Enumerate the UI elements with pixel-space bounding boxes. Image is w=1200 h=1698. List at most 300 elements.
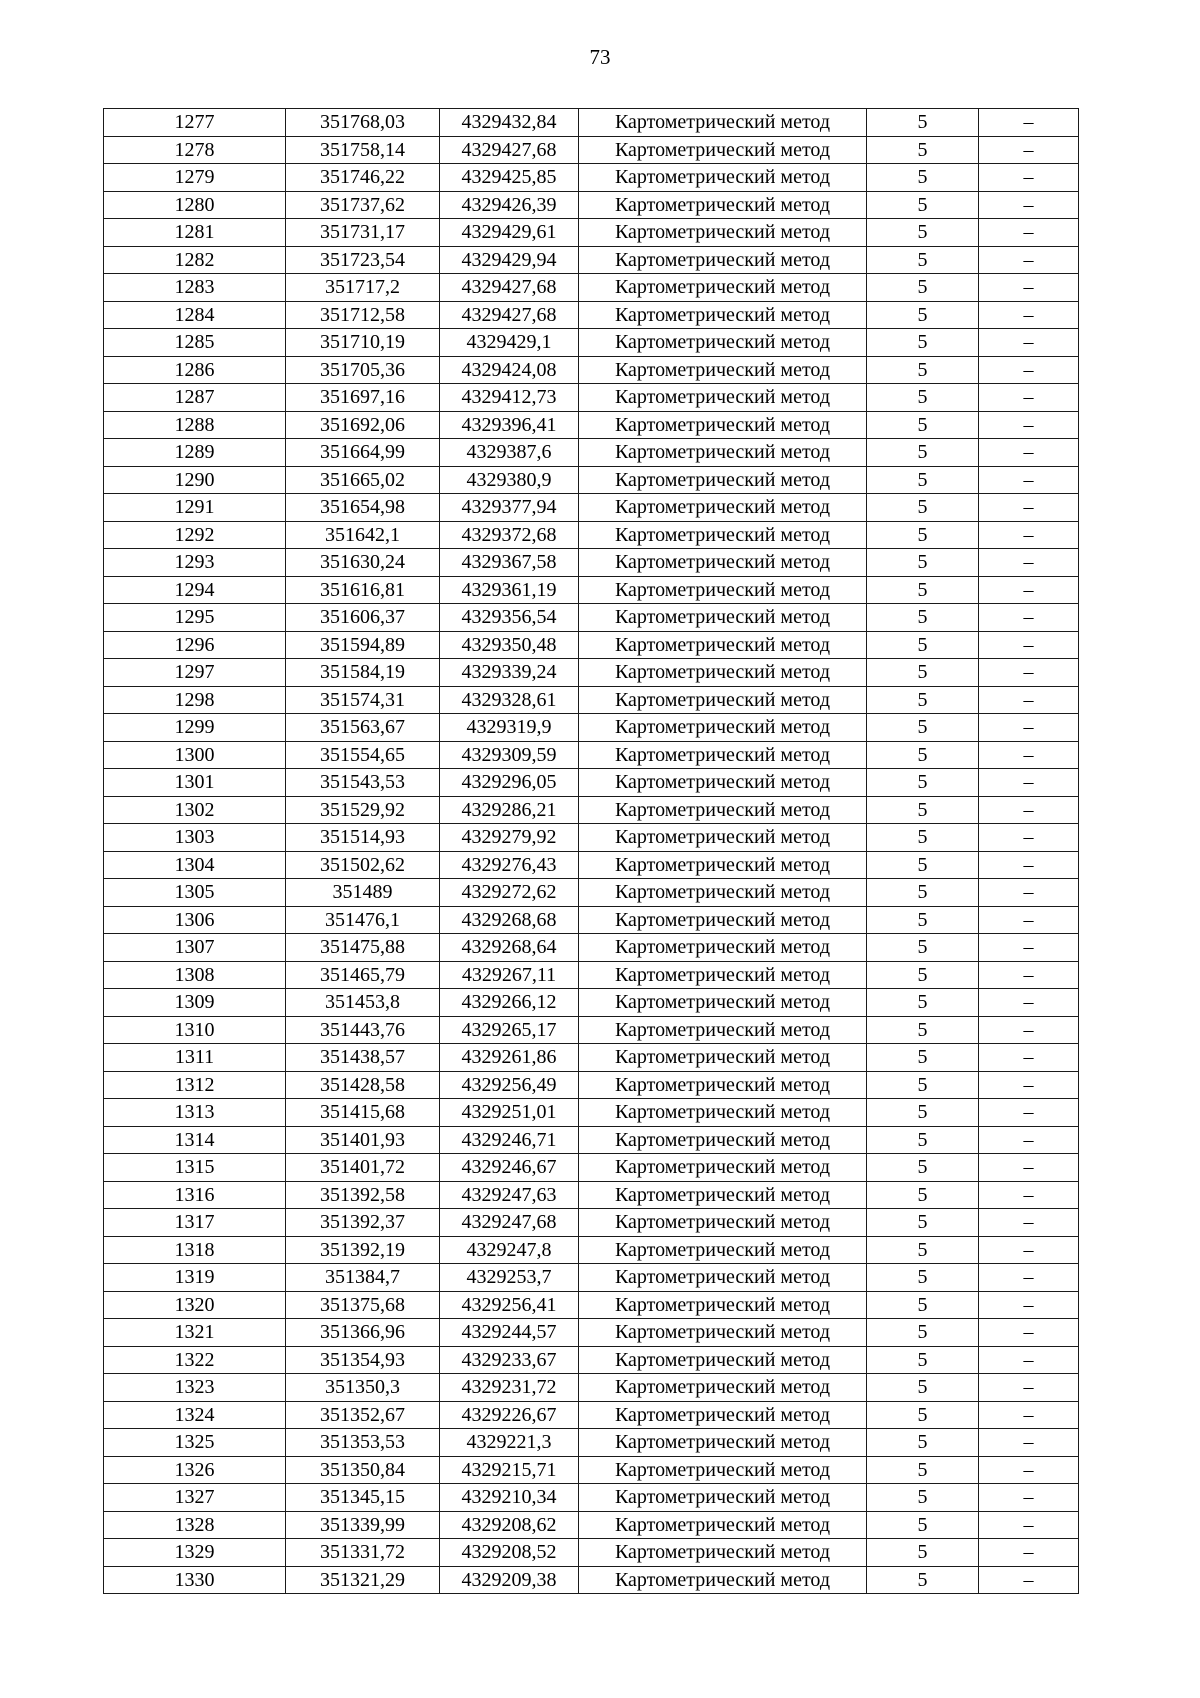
- point-number-cell: 1328: [104, 1511, 286, 1539]
- y-coordinate-cell: 4329279,92: [440, 824, 579, 852]
- y-coordinate-cell: 4329309,59: [440, 741, 579, 769]
- description-cell: –: [979, 1154, 1079, 1182]
- description-cell: –: [979, 191, 1079, 219]
- x-coordinate-cell: 351350,3: [286, 1374, 440, 1402]
- x-coordinate-cell: 351758,14: [286, 136, 440, 164]
- y-coordinate-cell: 4329261,86: [440, 1044, 579, 1072]
- x-coordinate-cell: 351737,62: [286, 191, 440, 219]
- point-number-cell: 1308: [104, 961, 286, 989]
- y-coordinate-cell: 4329210,34: [440, 1484, 579, 1512]
- table-row: [104, 411, 1079, 439]
- y-coordinate-cell: 4329372,68: [440, 521, 579, 549]
- x-coordinate-cell: 351616,81: [286, 576, 440, 604]
- x-coordinate-cell: 351415,68: [286, 1099, 440, 1127]
- accuracy-cell: 5: [867, 191, 979, 219]
- accuracy-cell: 5: [867, 659, 979, 687]
- point-number-cell: 1313: [104, 1099, 286, 1127]
- method-cell: Картометрический метод: [579, 1539, 867, 1567]
- y-coordinate-cell: 4329377,94: [440, 494, 579, 522]
- point-number-cell: 1284: [104, 301, 286, 329]
- y-coordinate-cell: 4329247,63: [440, 1181, 579, 1209]
- method-cell: Картометрический метод: [579, 1429, 867, 1457]
- table-row: [104, 1016, 1079, 1044]
- page-number: 73: [589, 45, 611, 69]
- x-coordinate-cell: 351664,99: [286, 439, 440, 467]
- accuracy-cell: 5: [867, 109, 979, 137]
- description-cell: –: [979, 1566, 1079, 1594]
- x-coordinate-cell: 351345,15: [286, 1484, 440, 1512]
- x-coordinate-cell: 351606,37: [286, 604, 440, 632]
- y-coordinate-cell: 4329253,7: [440, 1264, 579, 1292]
- x-coordinate-cell: 351665,02: [286, 466, 440, 494]
- method-cell: Картометрический метод: [579, 851, 867, 879]
- accuracy-cell: 5: [867, 1291, 979, 1319]
- x-coordinate-cell: 351428,58: [286, 1071, 440, 1099]
- point-number-cell: 1317: [104, 1209, 286, 1237]
- x-coordinate-cell: 351489: [286, 879, 440, 907]
- method-cell: Картометрический метод: [579, 356, 867, 384]
- description-cell: –: [979, 741, 1079, 769]
- table-row: [104, 1346, 1079, 1374]
- table-row: [104, 1511, 1079, 1539]
- table-row: [104, 906, 1079, 934]
- description-cell: –: [979, 576, 1079, 604]
- method-cell: Картометрический метод: [579, 466, 867, 494]
- y-coordinate-cell: 4329209,38: [440, 1566, 579, 1594]
- y-coordinate-cell: 4329246,67: [440, 1154, 579, 1182]
- table-row: [104, 1484, 1079, 1512]
- method-cell: Картометрический метод: [579, 1209, 867, 1237]
- point-number-cell: 1327: [104, 1484, 286, 1512]
- x-coordinate-cell: 351543,53: [286, 769, 440, 797]
- method-cell: Картометрический метод: [579, 439, 867, 467]
- point-number-cell: 1293: [104, 549, 286, 577]
- x-coordinate-cell: 351574,31: [286, 686, 440, 714]
- x-coordinate-cell: 351476,1: [286, 906, 440, 934]
- y-coordinate-cell: 4329272,62: [440, 879, 579, 907]
- x-coordinate-cell: 351384,7: [286, 1264, 440, 1292]
- y-coordinate-cell: 4329427,68: [440, 136, 579, 164]
- description-cell: –: [979, 1401, 1079, 1429]
- method-cell: Картометрический метод: [579, 796, 867, 824]
- y-coordinate-cell: 4329256,41: [440, 1291, 579, 1319]
- point-number-cell: 1291: [104, 494, 286, 522]
- point-number-cell: 1300: [104, 741, 286, 769]
- y-coordinate-cell: 4329396,41: [440, 411, 579, 439]
- description-cell: –: [979, 686, 1079, 714]
- y-coordinate-cell: 4329429,94: [440, 246, 579, 274]
- accuracy-cell: 5: [867, 301, 979, 329]
- point-number-cell: 1292: [104, 521, 286, 549]
- x-coordinate-cell: 351401,93: [286, 1126, 440, 1154]
- description-cell: –: [979, 934, 1079, 962]
- y-coordinate-cell: 4329247,8: [440, 1236, 579, 1264]
- y-coordinate-cell: 4329429,61: [440, 219, 579, 247]
- method-cell: Картометрический метод: [579, 1126, 867, 1154]
- accuracy-cell: 5: [867, 1236, 979, 1264]
- accuracy-cell: 5: [867, 989, 979, 1017]
- y-coordinate-cell: 4329432,84: [440, 109, 579, 137]
- method-cell: Картометрический метод: [579, 301, 867, 329]
- description-cell: –: [979, 164, 1079, 192]
- accuracy-cell: 5: [867, 934, 979, 962]
- accuracy-cell: 5: [867, 1071, 979, 1099]
- y-coordinate-cell: 4329244,57: [440, 1319, 579, 1347]
- method-cell: Картометрический метод: [579, 1511, 867, 1539]
- method-cell: Картометрический метод: [579, 1401, 867, 1429]
- y-coordinate-cell: 4329265,17: [440, 1016, 579, 1044]
- method-cell: Картометрический метод: [579, 1181, 867, 1209]
- description-cell: –: [979, 1099, 1079, 1127]
- point-number-cell: 1294: [104, 576, 286, 604]
- y-coordinate-cell: 4329256,49: [440, 1071, 579, 1099]
- x-coordinate-cell: 351502,62: [286, 851, 440, 879]
- table-row: [104, 549, 1079, 577]
- table-row: [104, 1291, 1079, 1319]
- description-cell: –: [979, 1429, 1079, 1457]
- y-coordinate-cell: 4329268,64: [440, 934, 579, 962]
- table-row: [104, 1566, 1079, 1594]
- method-cell: Картометрический метод: [579, 769, 867, 797]
- accuracy-cell: 5: [867, 1429, 979, 1457]
- x-coordinate-cell: 351465,79: [286, 961, 440, 989]
- y-coordinate-cell: 4329426,39: [440, 191, 579, 219]
- accuracy-cell: 5: [867, 549, 979, 577]
- y-coordinate-cell: 4329380,9: [440, 466, 579, 494]
- y-coordinate-cell: 4329251,01: [440, 1099, 579, 1127]
- y-coordinate-cell: 4329356,54: [440, 604, 579, 632]
- x-coordinate-cell: 351654,98: [286, 494, 440, 522]
- y-coordinate-cell: 4329319,9: [440, 714, 579, 742]
- point-number-cell: 1326: [104, 1456, 286, 1484]
- x-coordinate-cell: 351554,65: [286, 741, 440, 769]
- method-cell: Картометрический метод: [579, 384, 867, 412]
- accuracy-cell: 5: [867, 1401, 979, 1429]
- method-cell: Картометрический метод: [579, 274, 867, 302]
- description-cell: –: [979, 1016, 1079, 1044]
- description-cell: –: [979, 631, 1079, 659]
- method-cell: Картометрический метод: [579, 1346, 867, 1374]
- description-cell: –: [979, 219, 1079, 247]
- x-coordinate-cell: 351392,58: [286, 1181, 440, 1209]
- accuracy-cell: 5: [867, 1264, 979, 1292]
- x-coordinate-cell: 351692,06: [286, 411, 440, 439]
- x-coordinate-cell: 351475,88: [286, 934, 440, 962]
- description-cell: –: [979, 906, 1079, 934]
- method-cell: Картометрический метод: [579, 1484, 867, 1512]
- method-cell: Картометрический метод: [579, 494, 867, 522]
- y-coordinate-cell: 4329267,11: [440, 961, 579, 989]
- table-row: [104, 686, 1079, 714]
- x-coordinate-cell: 351352,67: [286, 1401, 440, 1429]
- method-cell: Картометрический метод: [579, 521, 867, 549]
- accuracy-cell: 5: [867, 1044, 979, 1072]
- accuracy-cell: 5: [867, 714, 979, 742]
- description-cell: –: [979, 136, 1079, 164]
- point-number-cell: 1330: [104, 1566, 286, 1594]
- method-cell: Картометрический метод: [579, 934, 867, 962]
- point-number-cell: 1324: [104, 1401, 286, 1429]
- accuracy-cell: 5: [867, 1566, 979, 1594]
- table-row: [104, 1319, 1079, 1347]
- table-row: [104, 1154, 1079, 1182]
- table-row: [104, 494, 1079, 522]
- point-number-cell: 1329: [104, 1539, 286, 1567]
- x-coordinate-cell: 351717,2: [286, 274, 440, 302]
- accuracy-cell: 5: [867, 1154, 979, 1182]
- accuracy-cell: 5: [867, 439, 979, 467]
- point-number-cell: 1280: [104, 191, 286, 219]
- table-row: [104, 384, 1079, 412]
- method-cell: Картометрический метод: [579, 1016, 867, 1044]
- x-coordinate-cell: 351443,76: [286, 1016, 440, 1044]
- table-row: [104, 1126, 1079, 1154]
- description-cell: –: [979, 824, 1079, 852]
- table-row: [104, 1456, 1079, 1484]
- accuracy-cell: 5: [867, 384, 979, 412]
- point-number-cell: 1315: [104, 1154, 286, 1182]
- table-row: [104, 219, 1079, 247]
- method-cell: Картометрический метод: [579, 989, 867, 1017]
- point-number-cell: 1286: [104, 356, 286, 384]
- y-coordinate-cell: 4329208,52: [440, 1539, 579, 1567]
- point-number-cell: 1312: [104, 1071, 286, 1099]
- description-cell: –: [979, 769, 1079, 797]
- point-number-cell: 1321: [104, 1319, 286, 1347]
- point-number-cell: 1287: [104, 384, 286, 412]
- description-cell: –: [979, 411, 1079, 439]
- x-coordinate-cell: 351339,99: [286, 1511, 440, 1539]
- method-cell: Картометрический метод: [579, 1099, 867, 1127]
- point-number-cell: 1320: [104, 1291, 286, 1319]
- description-cell: –: [979, 1209, 1079, 1237]
- accuracy-cell: 5: [867, 246, 979, 274]
- table-row: [104, 191, 1079, 219]
- y-coordinate-cell: 4329339,24: [440, 659, 579, 687]
- description-cell: –: [979, 989, 1079, 1017]
- x-coordinate-cell: 351710,19: [286, 329, 440, 357]
- table-row: [104, 109, 1079, 137]
- description-cell: –: [979, 109, 1079, 137]
- description-cell: –: [979, 1236, 1079, 1264]
- description-cell: –: [979, 879, 1079, 907]
- table-row: [104, 136, 1079, 164]
- method-cell: Картометрический метод: [579, 136, 867, 164]
- description-cell: –: [979, 1456, 1079, 1484]
- table-row: [104, 356, 1079, 384]
- x-coordinate-cell: 351514,93: [286, 824, 440, 852]
- x-coordinate-cell: 351392,19: [286, 1236, 440, 1264]
- accuracy-cell: 5: [867, 851, 979, 879]
- x-coordinate-cell: 351705,36: [286, 356, 440, 384]
- method-cell: Картометрический метод: [579, 576, 867, 604]
- x-coordinate-cell: 351642,1: [286, 521, 440, 549]
- table-row: [104, 466, 1079, 494]
- description-cell: –: [979, 439, 1079, 467]
- description-cell: –: [979, 301, 1079, 329]
- point-number-cell: 1301: [104, 769, 286, 797]
- x-coordinate-cell: 351746,22: [286, 164, 440, 192]
- table-row: [104, 1209, 1079, 1237]
- table-row: [104, 1099, 1079, 1127]
- x-coordinate-cell: 351697,16: [286, 384, 440, 412]
- table-row: [104, 164, 1079, 192]
- method-cell: Картометрический метод: [579, 1319, 867, 1347]
- x-coordinate-cell: 351630,24: [286, 549, 440, 577]
- accuracy-cell: 5: [867, 136, 979, 164]
- table-row: [104, 796, 1079, 824]
- table-row: [104, 246, 1079, 274]
- point-number-cell: 1325: [104, 1429, 286, 1457]
- method-cell: Картометрический метод: [579, 164, 867, 192]
- y-coordinate-cell: 4329286,21: [440, 796, 579, 824]
- y-coordinate-cell: 4329231,72: [440, 1374, 579, 1402]
- description-cell: –: [979, 1071, 1079, 1099]
- method-cell: Картометрический метод: [579, 631, 867, 659]
- table-row: [104, 521, 1079, 549]
- point-number-cell: 1281: [104, 219, 286, 247]
- table-row: [104, 1374, 1079, 1402]
- description-cell: –: [979, 1539, 1079, 1567]
- x-coordinate-cell: 351453,8: [286, 989, 440, 1017]
- x-coordinate-cell: 351331,72: [286, 1539, 440, 1567]
- method-cell: Картометрический метод: [579, 109, 867, 137]
- method-cell: Картометрический метод: [579, 191, 867, 219]
- description-cell: –: [979, 329, 1079, 357]
- accuracy-cell: 5: [867, 1319, 979, 1347]
- accuracy-cell: 5: [867, 769, 979, 797]
- accuracy-cell: 5: [867, 411, 979, 439]
- point-number-cell: 1309: [104, 989, 286, 1017]
- y-coordinate-cell: 4329296,05: [440, 769, 579, 797]
- x-coordinate-cell: 351723,54: [286, 246, 440, 274]
- point-number-cell: 1277: [104, 109, 286, 137]
- x-coordinate-cell: 351712,58: [286, 301, 440, 329]
- x-coordinate-cell: 351401,72: [286, 1154, 440, 1182]
- y-coordinate-cell: 4329208,62: [440, 1511, 579, 1539]
- accuracy-cell: 5: [867, 1456, 979, 1484]
- table-row: [104, 329, 1079, 357]
- y-coordinate-cell: 4329247,68: [440, 1209, 579, 1237]
- x-coordinate-cell: 351350,84: [286, 1456, 440, 1484]
- accuracy-cell: 5: [867, 824, 979, 852]
- point-number-cell: 1306: [104, 906, 286, 934]
- table-row: [104, 1401, 1079, 1429]
- table-row: [104, 961, 1079, 989]
- point-number-cell: 1314: [104, 1126, 286, 1154]
- table-row: [104, 301, 1079, 329]
- y-coordinate-cell: 4329412,73: [440, 384, 579, 412]
- point-number-cell: 1310: [104, 1016, 286, 1044]
- x-coordinate-cell: 351594,89: [286, 631, 440, 659]
- accuracy-cell: 5: [867, 1539, 979, 1567]
- point-number-cell: 1322: [104, 1346, 286, 1374]
- accuracy-cell: 5: [867, 521, 979, 549]
- method-cell: Картометрический метод: [579, 1154, 867, 1182]
- y-coordinate-cell: 4329221,3: [440, 1429, 579, 1457]
- point-number-cell: 1323: [104, 1374, 286, 1402]
- x-coordinate-cell: 351321,29: [286, 1566, 440, 1594]
- table-row: [104, 851, 1079, 879]
- accuracy-cell: 5: [867, 961, 979, 989]
- y-coordinate-cell: 4329226,67: [440, 1401, 579, 1429]
- accuracy-cell: 5: [867, 1016, 979, 1044]
- table-row: [104, 879, 1079, 907]
- point-number-cell: 1278: [104, 136, 286, 164]
- accuracy-cell: 5: [867, 466, 979, 494]
- description-cell: –: [979, 246, 1079, 274]
- point-number-cell: 1283: [104, 274, 286, 302]
- accuracy-cell: 5: [867, 219, 979, 247]
- x-coordinate-cell: 351366,96: [286, 1319, 440, 1347]
- table-row: [104, 604, 1079, 632]
- table-row: [104, 934, 1079, 962]
- accuracy-cell: 5: [867, 906, 979, 934]
- coordinates-table: [103, 108, 1079, 1594]
- accuracy-cell: 5: [867, 1209, 979, 1237]
- description-cell: –: [979, 466, 1079, 494]
- method-cell: Картометрический метод: [579, 659, 867, 687]
- point-number-cell: 1298: [104, 686, 286, 714]
- accuracy-cell: 5: [867, 1511, 979, 1539]
- table-row: [104, 824, 1079, 852]
- point-number-cell: 1307: [104, 934, 286, 962]
- y-coordinate-cell: 4329215,71: [440, 1456, 579, 1484]
- point-number-cell: 1305: [104, 879, 286, 907]
- accuracy-cell: 5: [867, 879, 979, 907]
- y-coordinate-cell: 4329387,6: [440, 439, 579, 467]
- accuracy-cell: 5: [867, 329, 979, 357]
- accuracy-cell: 5: [867, 1346, 979, 1374]
- accuracy-cell: 5: [867, 274, 979, 302]
- method-cell: Картометрический метод: [579, 1374, 867, 1402]
- coordinates-table-body: [104, 109, 1079, 1594]
- accuracy-cell: 5: [867, 1126, 979, 1154]
- accuracy-cell: 5: [867, 741, 979, 769]
- method-cell: Картометрический метод: [579, 714, 867, 742]
- point-number-cell: 1296: [104, 631, 286, 659]
- y-coordinate-cell: 4329328,61: [440, 686, 579, 714]
- method-cell: Картометрический метод: [579, 604, 867, 632]
- table-row: [104, 1071, 1079, 1099]
- point-number-cell: 1303: [104, 824, 286, 852]
- method-cell: Картометрический метод: [579, 1456, 867, 1484]
- y-coordinate-cell: 4329425,85: [440, 164, 579, 192]
- description-cell: –: [979, 494, 1079, 522]
- description-cell: –: [979, 604, 1079, 632]
- description-cell: –: [979, 356, 1079, 384]
- table-row: [104, 741, 1079, 769]
- x-coordinate-cell: 351584,19: [286, 659, 440, 687]
- table-row: [104, 631, 1079, 659]
- y-coordinate-cell: 4329427,68: [440, 274, 579, 302]
- method-cell: Картометрический метод: [579, 741, 867, 769]
- description-cell: –: [979, 1264, 1079, 1292]
- method-cell: Картометрический метод: [579, 1264, 867, 1292]
- accuracy-cell: 5: [867, 356, 979, 384]
- description-cell: –: [979, 961, 1079, 989]
- y-coordinate-cell: 4329429,1: [440, 329, 579, 357]
- description-cell: –: [979, 1126, 1079, 1154]
- table-row: [104, 714, 1079, 742]
- x-coordinate-cell: 351392,37: [286, 1209, 440, 1237]
- point-number-cell: 1318: [104, 1236, 286, 1264]
- y-coordinate-cell: 4329424,08: [440, 356, 579, 384]
- y-coordinate-cell: 4329268,68: [440, 906, 579, 934]
- method-cell: Картометрический метод: [579, 906, 867, 934]
- description-cell: –: [979, 1484, 1079, 1512]
- description-cell: –: [979, 1374, 1079, 1402]
